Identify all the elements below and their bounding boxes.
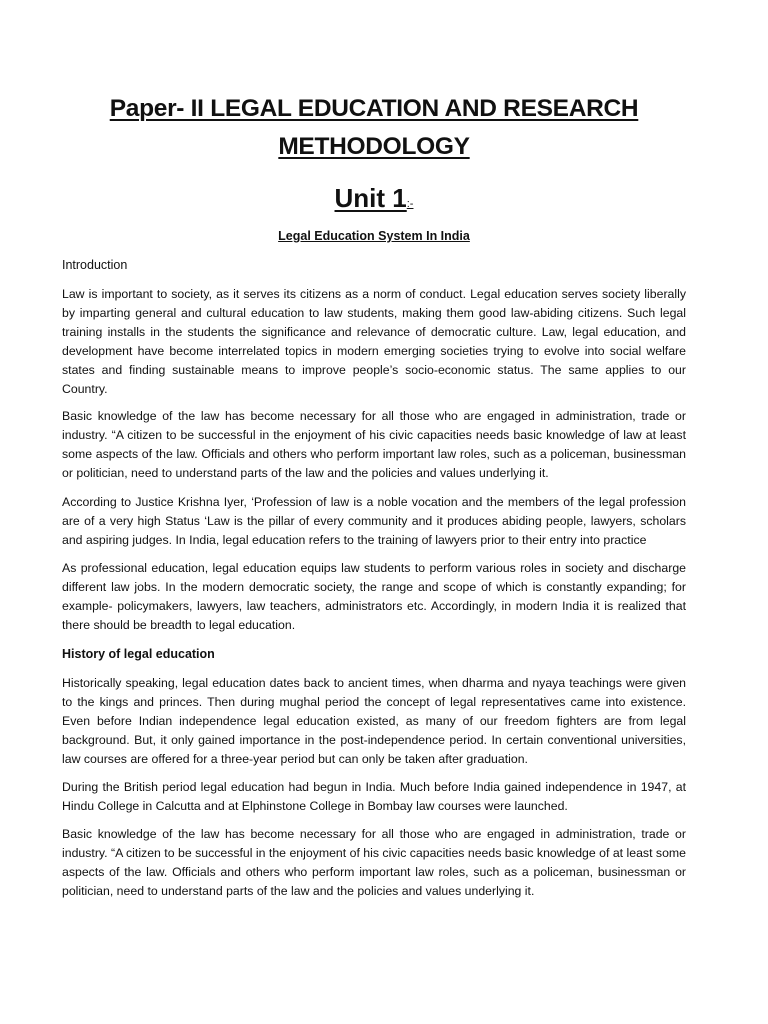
paragraph-4: As professional education, legal education equips law students to perform various roles in society and discharge different law jobs. In the modern democratic society, the range and scope of which is constantly expanding; for example- policymakers, lawyers, law teachers, administrators etc. Accordingly, in modern India it is realized that there should be breadth to legal education. [62, 561, 686, 632]
section-title: Legal Education System In India [278, 229, 470, 243]
unit-suffix: :- [406, 198, 414, 210]
unit-heading [62, 180, 686, 222]
document-title-line1: Paper- II LEGAL EDUCATION AND RESEARCH [109, 95, 639, 122]
document-title-line2: METHODOLOGY [278, 133, 470, 160]
paragraph-3: According to Justice Krishna Iyer, ‘Profession of law is a noble vocation and the members of the legal profession are of a very high Status ‘Law is the pillar of every community and it produces abiding people, lawyers, scholars and aspiring judges. In India, legal education refers to the training of lawyers prior to their entry into practice [62, 495, 686, 547]
intro-heading: Introduction [62, 258, 128, 272]
paragraph-2: Basic knowledge of the law has become necessary for all those who are engaged in administration, trade or industry. “A citizen to be successful in the enjoyment of his civic capacities needs basic knowledge of law at least some aspects of the law. Officials and others who perform important law roles, such as a policeman, businessman or politician, need to understand parts of the law and the policies and values underlying it. [62, 409, 686, 480]
history-paragraph-3: Basic knowledge of the law has become necessary for all those who are engaged in administration, trade or industry. “A citizen to be successful in the enjoyment of his civic capacities needs basic knowledge of at least some aspects of the law. Officials and others who perform important law roles, such as a policeman, businessman or politician, need to understand parts of the law and the policies and values underlying it. [62, 827, 686, 898]
history-paragraph-2: During the British period legal education had begun in India. Much before India gained independence in 1947, at Hindu College in Calcutta and at Elphinstone College in Bombay law courses were launched. [62, 780, 686, 813]
paragraph-1: Law is important to society, as it serves its citizens as a norm of conduct. Legal education serves society liberally by imparting general and cultural education to law students, making them good law-abiding citizens. Such legal training installs in the students the significance and relevance of democratic culture. Law, legal education, and development have become interrelated topics in modern emerging societies trying to evolve into social welfare states and finding sustainable means to improve people’s socio-economic status. The same applies to our Country. [62, 287, 686, 396]
unit-label: Unit 1 [334, 183, 407, 213]
history-paragraph-1: Historically speaking, legal education dates back to ancient times, when dharma and nyaya teachings were given to the kings and princes. Then during mughal period the concept of legal representatives came into existence. Even before Indian independence legal education existed, as many of our freedom fighters are from legal background. But, it only gained importance in the post-independence period. In certain conventional universities, law courses are offered for a three-year period but can only be taken after graduation. [62, 676, 686, 766]
history-heading: History of legal education [62, 647, 215, 661]
